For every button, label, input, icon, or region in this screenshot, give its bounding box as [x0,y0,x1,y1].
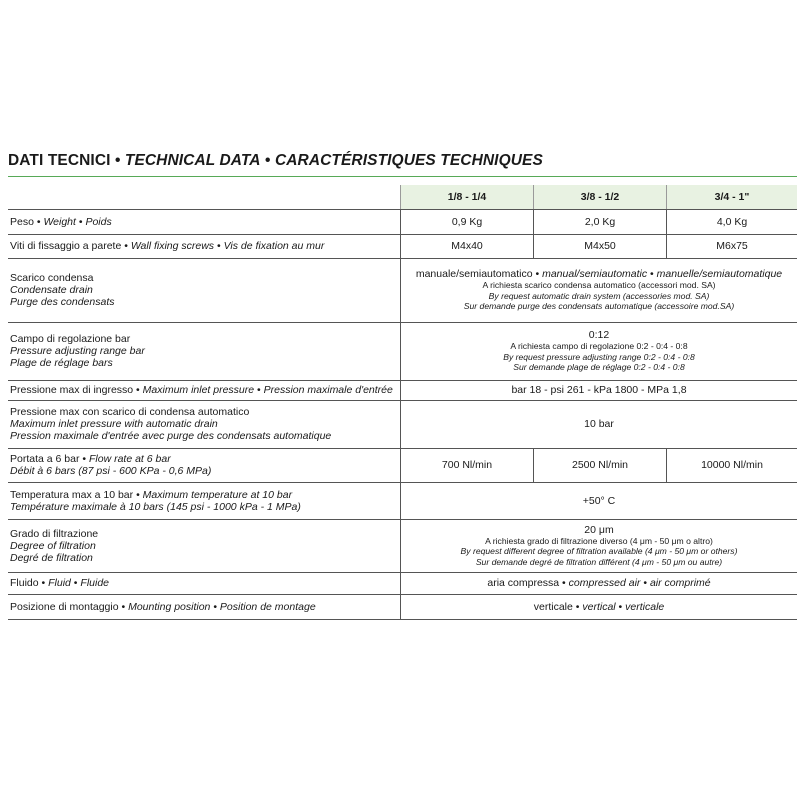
row-label: Pressione max di ingresso • Maximum inlet pressure • Pression maximale d'entrée [8,380,401,400]
column-header-2: 3/8 - 1/2 [534,185,667,209]
table-row-flow [8,448,797,482]
table-cell: 4,0 Kg [667,209,798,234]
table-cell-merged: manuale/semiautomatico • manual/semiautomatic • manuelle/semiautomatique A richiesta scarico condensa automatico (accessori mod. SA) By request automatic drain system (accessories mod. SA) Sur demande purge des condensats automatique (accessoire mod.SA) [401,258,798,322]
row-label: Temperatura max a 10 bar • Maximum temperature at 10 bar Température maximale à 10 bars (145 psi - 1000 kPa - 1 MPa) [8,482,401,519]
row-label: Posizione di montaggio • Mounting position • Position de montage [8,594,401,619]
header-blank-cell [8,185,401,209]
table-cell: 2,0 Kg [534,209,667,234]
table-cell-merged: 20 μm A richiesta grado di filtrazione diverso (4 μm - 50 μm o altro) By request different degree of filtration available (4 μm - 50 μm or others) Sur demande degré de filtration différent (4 μm - 50 μm ou autre) [401,519,798,572]
title-it: DATI TECNICI [8,152,111,169]
technical-data-table [8,185,797,620]
table-row-inlet-auto [8,400,797,448]
table-cell-merged: 10 bar [401,400,798,448]
title-sep-1: • [110,152,125,169]
table-cell: M6x75 [667,234,798,258]
table-row-fluid [8,572,797,594]
row-label: Campo di regolazione bar Pressure adjusting range bar Plage de réglage bars [8,322,401,380]
table-row-inlet [8,380,797,400]
table-row-position [8,594,797,619]
title-en: TECHNICAL DATA [124,152,261,169]
table-cell: 700 Nl/min [401,448,534,482]
table-cell-merged: verticale • vertical • verticale [401,594,798,619]
page-title [8,152,543,170]
table-cell-merged: aria compressa • compressed air • air comprimé [401,572,798,594]
row-label: Scarico condensa Condensate drain Purge des condensats [8,258,401,322]
table-row-range [8,322,797,380]
table-cell: 0,9 Kg [401,209,534,234]
table-cell: 10000 Nl/min [667,448,798,482]
title-underline [8,176,797,177]
table-row-filtration [8,519,797,572]
table-row-screws [8,234,797,258]
table-row-weight [8,209,797,234]
table-cell-merged: bar 18 - psi 261 - kPa 1800 - MPa 1,8 [401,380,798,400]
header-row [8,185,797,209]
table-cell: M4x40 [401,234,534,258]
row-label: Viti di fissaggio a parete • Wall fixing screws • Vis de fixation au mur [8,234,401,258]
table-cell: M4x50 [534,234,667,258]
title-sep-2: • [260,152,275,169]
row-label: Peso • Weight • Poids [8,209,401,234]
column-header-3: 3/4 - 1" [667,185,798,209]
table-cell: 2500 Nl/min [534,448,667,482]
row-label: Fluido • Fluid • Fluide [8,572,401,594]
row-label: Pressione max con scarico di condensa automatico Maximum inlet pressure with automatic drain Pression maximale d'entrée avec purge des condensats automatique [8,400,401,448]
title-fr: CARACTÉRISTIQUES TECHNIQUES [274,152,543,169]
row-label: Grado di filtrazione Degree of filtration Degré de filtration [8,519,401,572]
table-cell-merged: +50° C [401,482,798,519]
table-row-temp [8,482,797,519]
table-row-drain [8,258,797,322]
row-label: Portata a 6 bar • Flow rate at 6 bar Débit à 6 bars (87 psi - 600 KPa - 0,6 MPa) [8,448,401,482]
column-header-1: 1/8 - 1/4 [401,185,534,209]
table-cell-merged: 0:12 A richiesta campo di regolazione 0:2 - 0:4 - 0:8 By request pressure adjusting range 0:2 - 0:4 - 0:8 Sur demande plage de réglage 0:2 - 0:4 - 0:8 [401,322,798,380]
